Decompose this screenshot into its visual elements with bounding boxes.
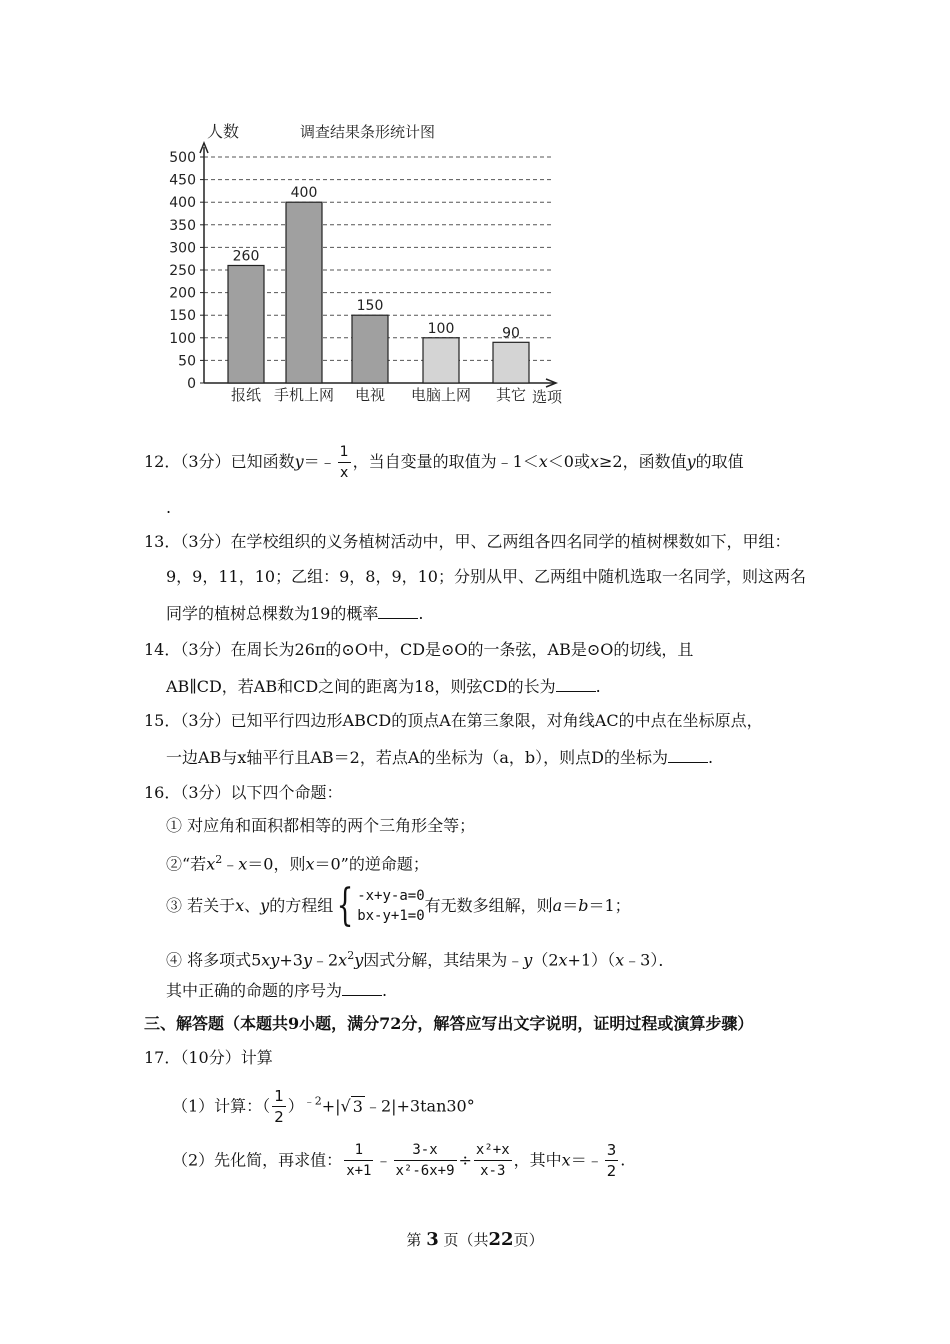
fraction: $\frac{\text{x²+x}}{x-3}$ [475, 1142, 510, 1179]
fraction: $\frac{3}{2}$ [606, 1141, 617, 1180]
bar-电脑上网 [423, 338, 459, 383]
q16-prop4: ④ 将多项式$5xy+3y﹣2x^2y$因式分解，其结果为﹣y（2x+1）（x﹣3）． [166, 949, 675, 970]
x-category-label: 手机上网 [273, 386, 335, 404]
q17-part2: （2）先化简，再求值： $\frac{1}{x+1}$ ﹣ $\frac{3-x}{\text{x²-6x+9}}$ ÷ $\frac{\text{x²+x}}{x-3}$ ，其中x＝﹣ $\frac{3}{2}$ . [172, 1141, 626, 1180]
q13-line2: 9，9，11，10；乙组：9，8，9，10；分别从甲、乙两组中随机选取一名同学，则这两名 [166, 567, 806, 586]
chart-title: 调查结果条形统计图 [300, 123, 436, 141]
fraction: $\frac{1}{x+1}$ [346, 1142, 372, 1179]
q15-line2: 一边AB与x轴平行且AB＝2，若点A的坐标为（a，b），则点D的坐标为 . [166, 748, 714, 767]
bar-value-label: 400 [290, 185, 318, 202]
question-16: 16．（3分）以下四个命题： [144, 783, 343, 802]
equation-system: -x+y-a=0 bx-y+1=0 [357, 888, 425, 924]
bar-value-label: 90 [502, 325, 520, 342]
q13-line3: 同学的植树总棵数为19的概率 . [166, 604, 424, 623]
chart-ylabel: 人数 [207, 122, 240, 141]
q16-prop1: ① 对应角和面积都相等的两个三角形全等； [166, 816, 476, 835]
x-category-label: 其它 [495, 386, 527, 404]
y-tick-label: 350 [169, 217, 196, 234]
section-heading: 三、解答题（本题共9小题，满分72分，解答应写出文字说明，证明过程或演算步骤） [144, 1014, 754, 1033]
bar-value-label: 150 [356, 298, 384, 315]
y-tick-label: 500 [169, 150, 196, 166]
y-tick-label: 400 [169, 195, 196, 212]
bar-报纸 [228, 265, 264, 383]
bar-其它 [493, 342, 529, 383]
chart-xlabel: 选项 [532, 388, 563, 406]
fraction: $\frac{1}{x}$ [339, 444, 349, 481]
q12-blank-end: . [166, 498, 172, 517]
q14-line2: AB∥CD，若AB和CD之间的距离为18，则弦CD的长为 . [166, 677, 601, 696]
bar-chart [150, 115, 580, 415]
fraction: $\frac{1}{2}$ [274, 1087, 284, 1126]
question-12: 12．（3分）已知函数y＝﹣ $\frac{1}{x}$ ，当自变量的取值为﹣1＜x＜0或x≥2，函数值y的取值 [144, 444, 744, 481]
x-category-label: 电视 [354, 386, 386, 404]
question-13: 13．（3分）在学校组织的义务植树活动中，甲、乙两组各四名同学的植树棵数如下，甲组： [144, 532, 791, 551]
y-tick-label: 0 [187, 376, 196, 392]
fraction: $\frac{3-x}{\text{x²-6x+9}}$ [395, 1142, 455, 1179]
y-tick-label: 250 [169, 263, 196, 279]
q16-prop3: ③ 若关于x、y的方程组{ -x+y-a=0 bx-y+1=0 有无数多组解，则a＝b＝1； [166, 880, 631, 931]
sqrt-symbol: √ [340, 1096, 351, 1116]
bar-电视 [352, 315, 388, 383]
page-footer: 第 3 页（共22页） [406, 1229, 544, 1250]
bar-value-label: 100 [427, 320, 455, 337]
x-category-label: 电脑上网 [410, 386, 472, 404]
q16-prop2: ②“若$x^2﹣x=0$，则x＝0”的逆命题； [166, 853, 429, 874]
y-tick-label: 200 [169, 285, 196, 302]
y-tick-label: 150 [169, 308, 196, 325]
answer-blank[interactable] [556, 677, 596, 692]
bar-value-label: 260 [232, 248, 260, 265]
answer-blank[interactable] [342, 981, 382, 996]
q16-tail: 其中正确的命题的序号为 . [166, 981, 388, 1000]
bar-手机上网 [286, 202, 322, 383]
answer-blank[interactable] [668, 748, 708, 763]
y-tick-label: 100 [169, 330, 196, 347]
question-15: 15．（3分）已知平行四边形ABCD的顶点A在第三象限，对角线AC的中点在坐标原点， [144, 711, 763, 730]
y-tick-label: 450 [169, 172, 196, 189]
question-14: 14．（3分）在周长为26π的⊙O中，CD是⊙O的一条弦，AB是⊙O的切线，且 [144, 640, 694, 659]
y-tick-label: 50 [178, 353, 196, 370]
answer-blank[interactable] [378, 604, 418, 619]
q17-part1: （1）计算：（ $\frac{1}{2}$ ）$^{﹣2}$+|√ 3 ﹣2|+3tan30° [172, 1087, 475, 1126]
x-category-label: 报纸 [230, 386, 262, 404]
brace: { [336, 880, 354, 931]
y-tick-label: 300 [169, 240, 196, 257]
question-17: 17．（10分）计算 [144, 1048, 273, 1067]
